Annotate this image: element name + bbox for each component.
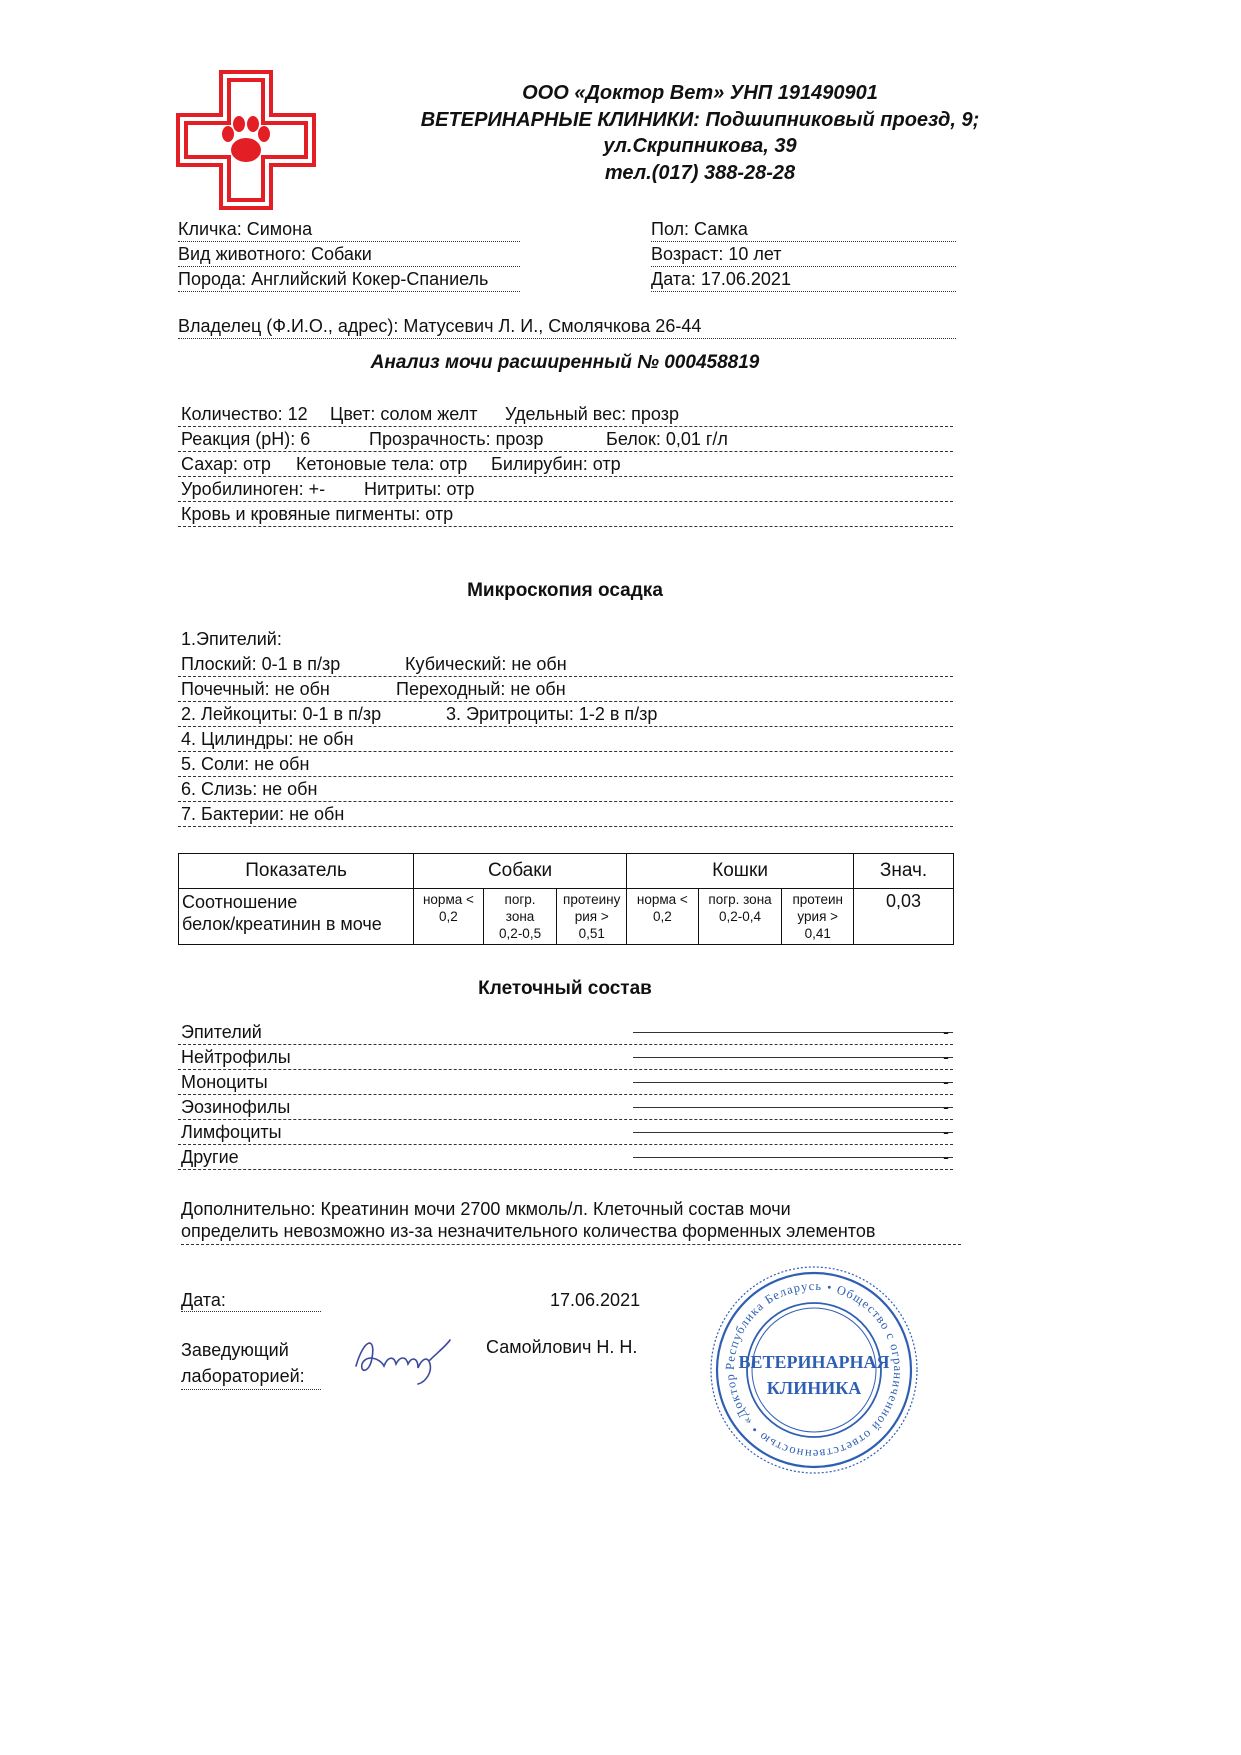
cell-row — [178, 1145, 953, 1170]
cell-label: Моноциты — [181, 1072, 268, 1092]
cell-value: - — [943, 1047, 949, 1067]
header-clinics: ВЕТЕРИНАРНЫЕ КЛИНИКИ: Подшипниковый проезд, 9; — [420, 109, 980, 131]
signature — [346, 1328, 456, 1388]
color-value: Цвет: солом желт — [330, 404, 478, 424]
cell-line — [633, 1032, 953, 1033]
analysis-title: Анализ мочи расширенный № 000458819 — [370, 352, 760, 373]
blood-value: Кровь и кровяные пигменты: отр — [181, 504, 454, 524]
cell-value: - — [943, 1072, 949, 1092]
cell-value: - — [943, 1147, 949, 1167]
cell-row — [178, 1095, 953, 1120]
micro-row-4 — [178, 727, 953, 752]
header-address: ул.Скрипникова, 39 — [603, 135, 797, 157]
nitrites-value: Нитриты: отр — [364, 479, 475, 499]
dogs-norm-cell: норма < 0,2 — [414, 889, 484, 945]
patient-species: Вид животного: Собаки — [178, 242, 520, 267]
table-header-dogs: Собаки — [414, 854, 627, 889]
micro-row-7 — [178, 802, 953, 827]
dogs-border-cell: погр. зона 0,2-0,5 — [483, 889, 557, 945]
patient-name: Кличка: Симона — [178, 217, 520, 242]
patient-date: Дата: 17.06.2021 — [651, 267, 956, 292]
footer-date-label: Дата: — [181, 1290, 321, 1312]
header-phone: тел.(017) 388-28-28 — [604, 162, 796, 184]
cell-label: Эозинофилы — [181, 1097, 291, 1117]
bacteria-value: 7. Бактерии: не обн — [181, 804, 345, 824]
patient-age: Возраст: 10 лет — [651, 242, 956, 267]
footer-date-value: 17.06.2021 — [550, 1290, 641, 1310]
general-row-1 — [178, 402, 953, 427]
erythrocytes-value: 3. Эритроциты: 1-2 в п/зр — [446, 704, 658, 724]
header-company: ООО «Доктор Вет» УНП 191490901 — [522, 82, 878, 104]
cats-norm-cell: норма < 0,2 — [627, 889, 699, 945]
protein-value: Белок: 0,01 г/л — [606, 429, 728, 449]
clinic-logo — [176, 70, 316, 210]
cell-row — [178, 1020, 953, 1045]
cell-line — [633, 1082, 953, 1083]
dogs-proteinuria-cell: протеину рия > 0,51 — [557, 889, 627, 945]
general-row-5 — [178, 502, 953, 527]
cubic-value: Кубический: не обн — [405, 654, 567, 674]
clinic-stamp — [708, 1264, 920, 1476]
micro-row-1 — [178, 652, 953, 677]
table-header-indicator: Показатель — [179, 854, 414, 889]
svg-text:Фаму: Фаму — [386, 1384, 389, 1385]
general-row-3 — [178, 452, 953, 477]
gravity-value: Удельный вес: прозр — [505, 404, 679, 424]
general-row-4 — [178, 477, 953, 502]
cell-line — [633, 1107, 953, 1108]
cell-line — [633, 1157, 953, 1158]
micro-row-3 — [178, 702, 953, 727]
cell-value: - — [943, 1097, 949, 1117]
cats-border-cell: погр. зона 0,2-0,4 — [698, 889, 782, 945]
additional-line-2: определить невозможно из-за незначительного количества форменных элементов — [181, 1221, 876, 1241]
epithelium-heading: 1.Эпителий: — [181, 629, 282, 649]
sugar-value: Сахар: отр — [181, 454, 271, 474]
patient-sex: Пол: Самка — [651, 217, 956, 242]
flat-value: Плоский: 0-1 в п/зр — [181, 654, 341, 674]
additional-line-1: Дополнительно: Креатинин мочи 2700 мкмоль/л. Клеточный состав мочи — [181, 1199, 791, 1219]
leukocytes-value: 2. Лейкоциты: 0-1 в п/зр — [181, 704, 382, 724]
footer-head-label: Заведующий лабораторией: — [181, 1337, 321, 1390]
cell-line — [633, 1132, 953, 1133]
cells-title: Клеточный состав — [478, 978, 652, 999]
patient-breed: Порода: Английский Кокер-Спаниель — [178, 267, 520, 292]
table-header-cats: Кошки — [627, 854, 854, 889]
microscopy-title: Микроскопия осадка — [467, 580, 663, 601]
cats-proteinuria-cell: протеин урия > 0,41 — [782, 889, 854, 945]
additional-notes — [181, 1198, 961, 1245]
urobilinogen-value: Уробилиноген: +- — [181, 479, 326, 499]
micro-row-2 — [178, 677, 953, 702]
ratio-value-cell: 0,03 — [854, 889, 954, 945]
footer-head-name: Самойлович Н. Н. — [486, 1337, 638, 1357]
bilirubin-value: Билирубин: отр — [491, 454, 621, 474]
cell-label: Лимфоциты — [181, 1122, 282, 1142]
stamp-ring-text: Республика Беларусь • Общество с ограниченной ответственностью • «Доктор — [722, 1278, 906, 1462]
stamp-center-2: КЛИНИКА — [766, 1378, 862, 1398]
table-indicator-cell: Соотношение белок/креатинин в моче — [179, 889, 414, 945]
mucus-value: 6. Слизь: не обн — [181, 779, 318, 799]
clarity-value: Прозрачность: прозр — [369, 429, 544, 449]
renal-value: Почечный: не обн — [181, 679, 330, 699]
stamp-center-1: ВЕТЕРИНАРНАЯ — [738, 1352, 890, 1372]
cell-row — [178, 1120, 953, 1145]
cell-label: Другие — [181, 1147, 239, 1167]
micro-row-5 — [178, 752, 953, 777]
cell-value: - — [943, 1022, 949, 1042]
cylinders-value: 4. Цилиндры: не обн — [181, 729, 354, 749]
cell-label: Эпителий — [181, 1022, 262, 1042]
protein-creatinine-table — [178, 853, 954, 945]
qty-value: Количество: 12 — [181, 404, 308, 424]
micro-row-6 — [178, 777, 953, 802]
ketones-value: Кетоновые тела: отр — [296, 454, 468, 474]
cell-row — [178, 1070, 953, 1095]
cell-row — [178, 1045, 953, 1070]
general-row-2 — [178, 427, 953, 452]
cell-label: Нейтрофилы — [181, 1047, 291, 1067]
ph-value: Реакция (pH): 6 — [181, 429, 311, 449]
cell-line — [633, 1057, 953, 1058]
table-header-value: Знач. — [854, 854, 954, 889]
cell-value: - — [943, 1122, 949, 1142]
patient-owner: Владелец (Ф.И.О., адрес): Матусевич Л. И., Смолячкова 26-44 — [178, 314, 956, 339]
transitional-value: Переходный: не обн — [396, 679, 566, 699]
salts-value: 5. Соли: не обн — [181, 754, 310, 774]
